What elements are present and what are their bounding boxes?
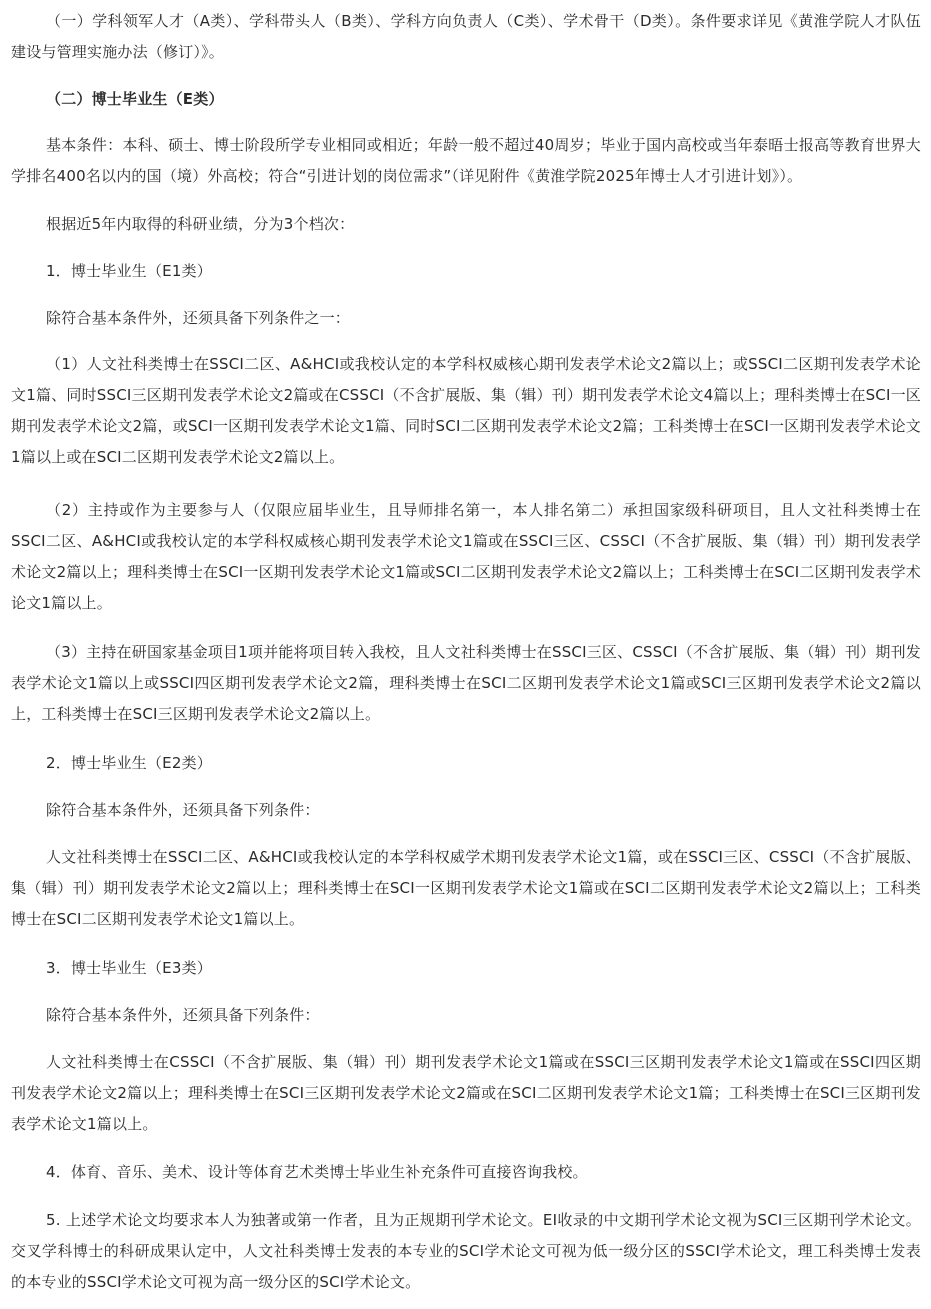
paragraph-e2-intro: 除符合基本条件外，还须具备下列条件： [46,801,320,819]
paragraph-tier-intro: 根据近5年内取得的科研业绩，分为3个档次： [46,215,355,233]
heading-e3: 3．博士毕业生（E3类） [46,959,212,977]
paragraph-basic-conditions: 基本条件：本科、硕士、博士阶段所学专业相同或相近；年龄一般不超过40周岁；毕业于国内高校或当年泰晤士报高等教育世界大学排名400名以内的国（境）外高校；符合“引进计划的岗位需求”（详见附件《黄淮学院2025年博士人才引进计划》）。 [11,136,921,185]
paragraph-authorship-note: 5. 上述学术论文均要求本人为独著或第一作者，且为正规期刊学术论文。EI收录的中文期刊学术论文视为SCI三区期刊学术论文。交叉学科博士的科研成果认定中，人文社科类博士发表的本专业的SCI学术论文可视为低一级分区的SSCI学术论文，理工科类博士发表的本专业的SSCI学术论文可视为高一级分区的SCI学术论文。 [11,1211,921,1291]
section-heading-doctoral-graduates: （二）博士毕业生（E类） [46,90,224,108]
paragraph-talent-categories: （一）学科领军人才（A类）、学科带头人（B类）、学科方向负责人（C类）、学术骨干（D类）。条件要求详见《黄淮学院人才队伍建设与管理实施办法（修订）》。 [11,12,921,61]
paragraph-e1-condition-2: （2）主持或作为主要参与人（仅限应届毕业生，且导师排名第一，本人排名第二）承担国家级科研项目，且人文社科类博士在SSCI二区、A&HCI或我校认定的本学科权威核心期刊发表学术论文1篇或在SSCI三区、CSSCI（不含扩展版、集（辑）刊）期刊发表学术论文2篇以上；理科类博士在SCI一区期刊发表学术论文1篇或SCI二区期刊发表学术论文2篇以上；工科类博士在SCI二区期刊发表学术论文1篇以上。 [11,501,921,612]
heading-e2: 2．博士毕业生（E2类） [46,754,212,772]
paragraph-e1-intro: 除符合基本条件外，还须具备下列条件之一： [46,309,351,327]
paragraph-e1-condition-3: （3）主持在研国家基金项目1项并能将项目转入我校，且人文社科类博士在SSCI三区、CSSCI（不含扩展版、集（辑）刊）期刊发表学术论文1篇以上或SSCI四区期刊发表学术论文2篇，理科类博士在SCI二区期刊发表学术论文1篇或SCI三区期刊发表学术论文2篇以上，工科类博士在SCI三区期刊发表学术论文2篇以上。 [11,643,921,723]
paragraph-e3-intro: 除符合基本条件外，还须具备下列条件： [46,1006,320,1024]
heading-e1: 1．博士毕业生（E1类） [46,262,212,280]
paragraph-e1-condition-1: （1）人文社科类博士在SSCI二区、A&HCI或我校认定的本学科权威核心期刊发表学术论文2篇以上；或SSCI二区期刊发表学术论文1篇、同时SSCI三区期刊发表学术论文2篇或在CSSCI（不含扩展版、集（辑）刊）期刊发表学术论文4篇以上；理科类博士在SCI一区期刊发表学术论文2篇，或SCI一区期刊发表学术论文1篇、同时SCI二区期刊发表学术论文2篇；工科类博士在SCI一区期刊发表学术论文1篇以上或在SCI二区期刊发表学术论文2篇以上。 [11,355,921,466]
paragraph-e3-condition: 人文社科类博士在CSSCI（不含扩展版、集（辑）刊）期刊发表学术论文1篇或在SSCI三区期刊发表学术论文1篇或在SSCI四区期刊发表学术论文2篇以上；理科类博士在SCI三区期刊发表学术论文2篇或在SCI二区期刊发表学术论文1篇；工科类博士在SCI三区期刊发表学术论文1篇以上。 [11,1053,921,1133]
paragraph-arts-sports-note: 4．体育、音乐、美术、设计等体育艺术类博士毕业生补充条件可直接咨询我校。 [46,1163,588,1181]
paragraph-e2-condition: 人文社科类博士在SSCI二区、A&HCI或我校认定的本学科权威学术期刊发表学术论文1篇，或在SSCI三区、CSSCI（不含扩展版、集（辑）刊）期刊发表学术论文2篇以上；理科类博士在SCI一区期刊发表学术论文1篇或在SCI二区期刊发表学术论文2篇以上；工科类博士在SCI二区期刊发表学术论文1篇以上。 [11,848,921,928]
